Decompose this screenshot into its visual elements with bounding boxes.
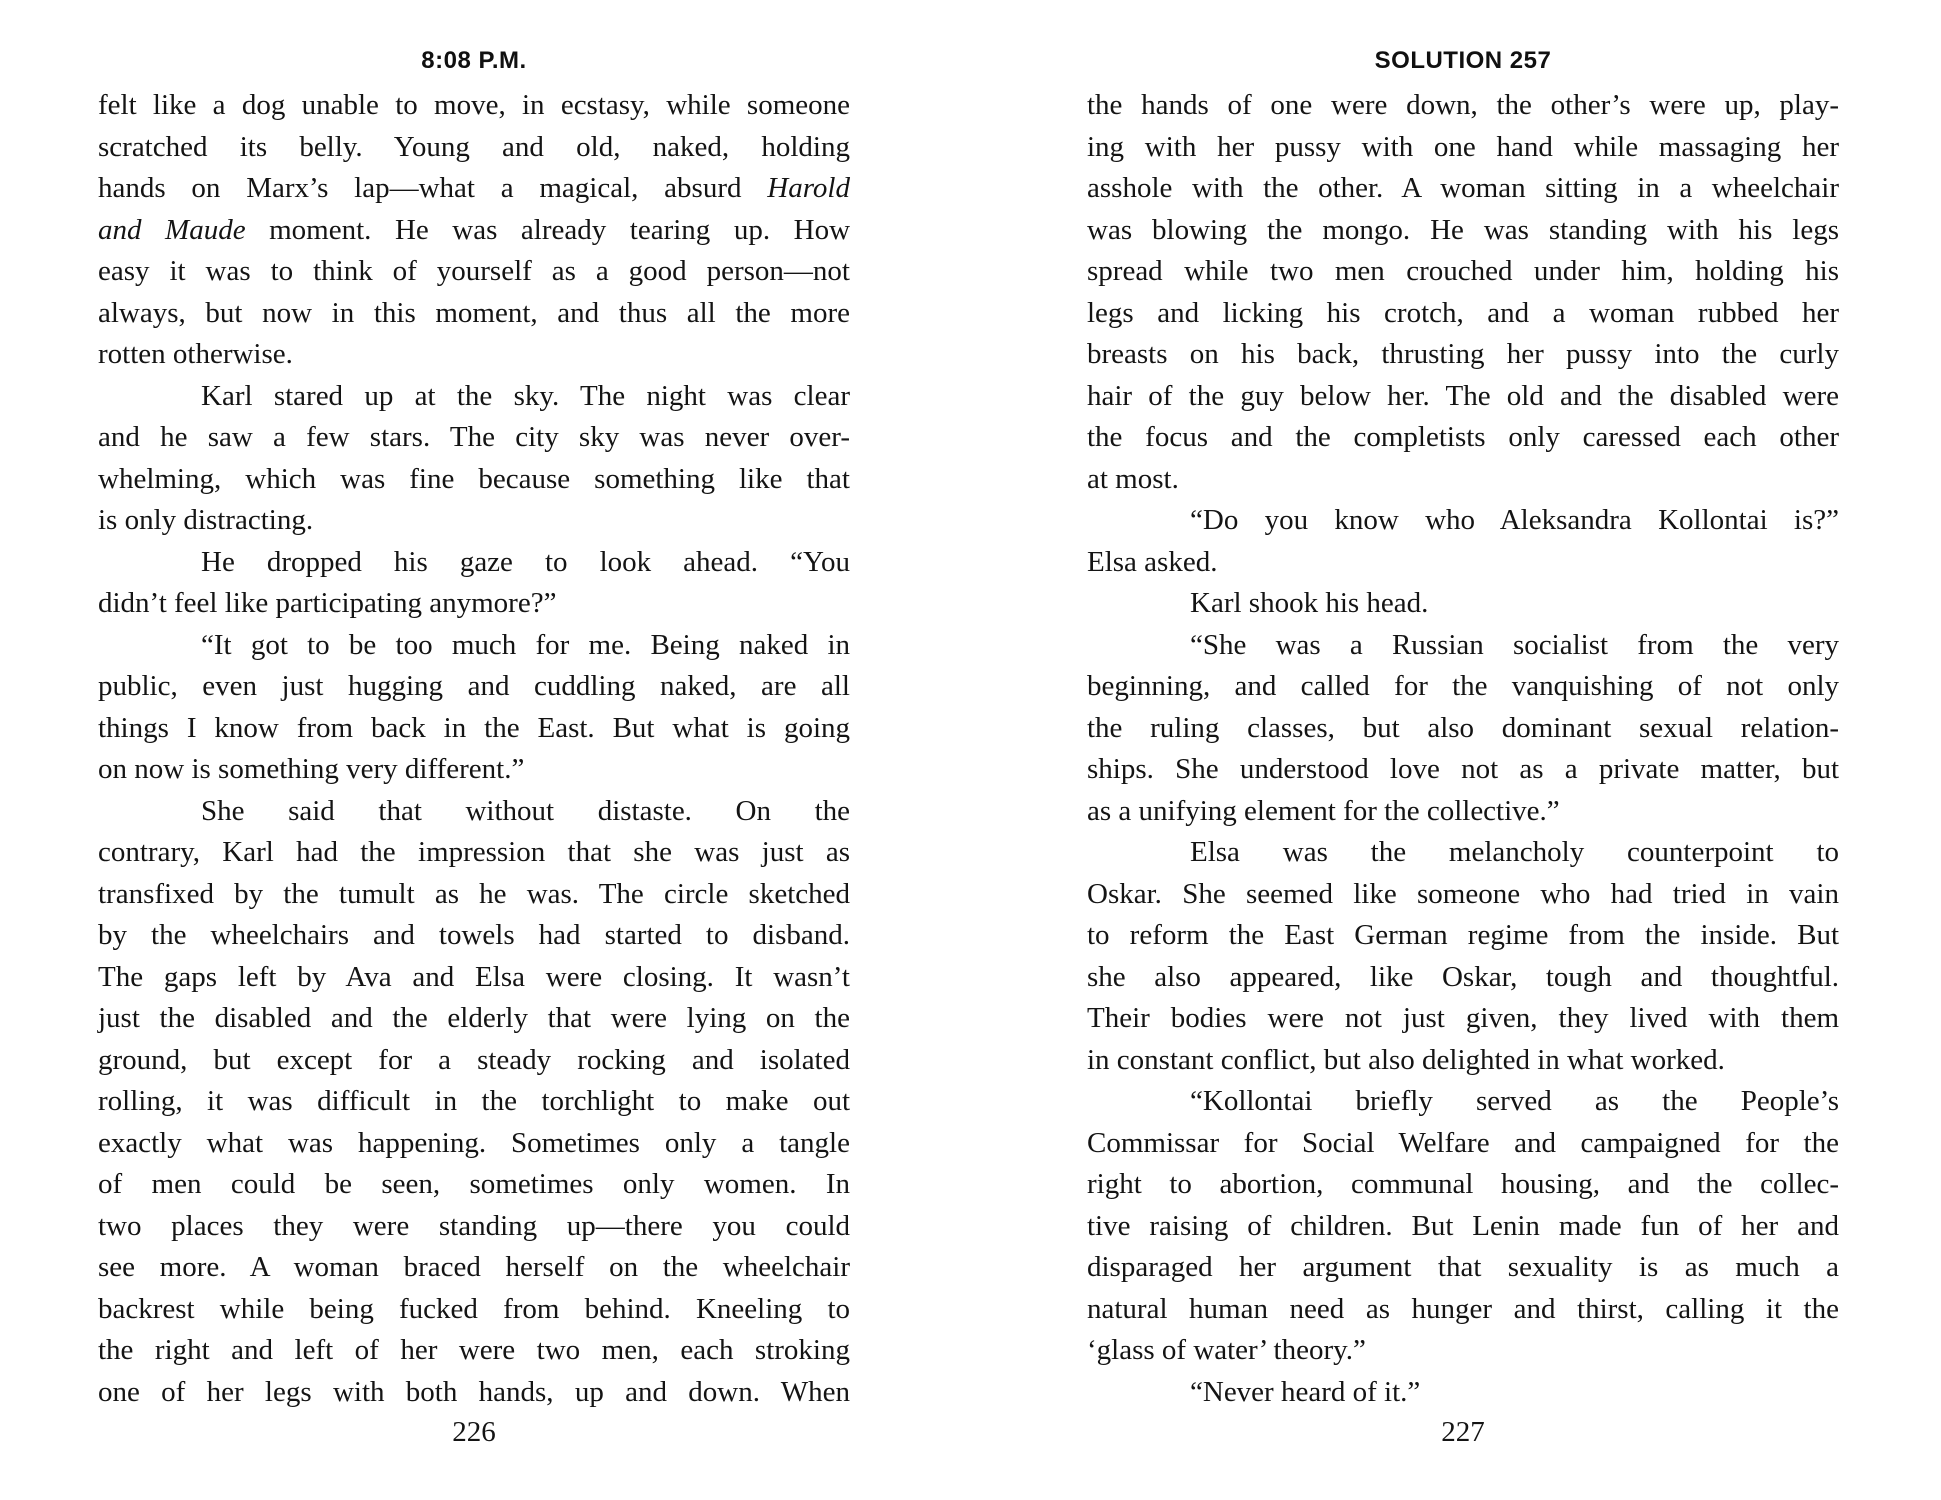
text-line: didn’t feel like participating anymore?” (98, 587, 557, 619)
text-line: right to abortion, communal housing, and the collec- (1087, 1168, 1839, 1200)
right-page-number: 227 (1441, 1416, 1485, 1448)
text-line: scratched its belly. Young and old, naked, holding (98, 130, 850, 163)
text-line: the focus and the completists only caressed each other (1087, 421, 1839, 453)
paragraph (1087, 625, 1839, 833)
text-line: ships. She understood love not as a private matter, but (1087, 753, 1839, 785)
text-line: breasts on his back, thrusting her pussy into the curly (1087, 338, 1839, 370)
text-line: rolling, it was difficult in the torchlight to make out (98, 1085, 850, 1117)
text-line: and he saw a few stars. The city sky was never over- (98, 421, 850, 453)
left-page-text (98, 85, 850, 1413)
text-line: natural human need as hunger and thirst, calling it the (1087, 1292, 1839, 1325)
paragraph (98, 791, 850, 1414)
text-line: the hands of one were down, the other’s were up, play- (1087, 89, 1839, 121)
text-line: the ruling classes, but also dominant sexual relation- (1087, 711, 1839, 744)
text-line: in constant conflict, but also delighted in what worked. (1087, 1043, 1725, 1076)
paragraph (98, 542, 850, 625)
text-line: and Maude moment. He was already tearing up. How (98, 213, 851, 246)
page-right (1087, 0, 1839, 1500)
text-line: Their bodies were not just given, they lived with them (1087, 1002, 1839, 1034)
right-running-head: SOLUTION 257 (1374, 47, 1552, 74)
text-line: as a unifying element for the collective.” (1087, 794, 1560, 827)
text-line: spread while two men crouched under him, holding his (1087, 255, 1839, 287)
text-line: backrest while being fucked from behind. Kneeling to (98, 1292, 850, 1325)
text-line: Karl stared up at the sky. The night was clear (201, 379, 850, 412)
text-line: He dropped his gaze to look ahead. “You (201, 545, 850, 578)
paragraph (1087, 583, 1839, 625)
text-line: ‘glass of water’ theory.” (1087, 1334, 1366, 1366)
text-line: on now is something very different.” (98, 753, 525, 785)
text-line: “Kollontai briefly served as the People’s (1190, 1085, 1839, 1117)
text-line: rotten otherwise. (98, 338, 293, 370)
left-page-number: 226 (452, 1416, 496, 1448)
paragraph (1087, 500, 1839, 583)
text-line: felt like a dog unable to move, in ecstasy, while someone (98, 89, 850, 121)
paragraph (1087, 1081, 1839, 1372)
text-line: just the disabled and the elderly that were lying on the (98, 1002, 850, 1034)
page-left (98, 0, 850, 1500)
text-line: Elsa was the melancholy counterpoint to (1190, 836, 1839, 868)
text-line: two places they were standing up—there you could (98, 1209, 850, 1242)
text-line: Karl shook his head. (1190, 587, 1429, 619)
paragraph (1087, 832, 1839, 1081)
text-line: easy it was to think of yourself as a good person—not (98, 255, 850, 287)
text-line: asshole with the other. A woman sitting in a wheelchair (1087, 172, 1839, 204)
text-line: whelming, which was fine because something like that (98, 462, 850, 495)
paragraph (98, 85, 850, 376)
text-line: of men could be seen, sometimes only women. In (98, 1168, 850, 1200)
text-line: one of her legs with both hands, up and down. When (98, 1375, 850, 1408)
text-line: Commissar for Social Welfare and campaigned for the (1087, 1126, 1839, 1159)
paragraph (98, 376, 850, 542)
text-line: hands on Marx’s lap—what a magical, absurd Harold (98, 172, 850, 204)
paragraph (98, 625, 850, 791)
text-line: beginning, and called for the vanquishing of not only (1087, 670, 1839, 702)
left-running-head: 8:08 P.M. (421, 47, 527, 74)
text-line: ing with her pussy with one hand while massaging her (1087, 130, 1839, 163)
text-line: things I know from back in the East. But what is going (98, 711, 850, 744)
right-page-text (1087, 85, 1839, 1413)
text-line: ground, but except for a steady rocking and isolated (98, 1043, 850, 1076)
text-line: she also appeared, like Oskar, tough and thoughtful. (1087, 960, 1839, 993)
text-line: Oskar. She seemed like someone who had tried in vain (1087, 877, 1839, 910)
text-line: contrary, Karl had the impression that she was just as (98, 836, 850, 868)
text-line: to reform the East German regime from the inside. But (1087, 919, 1839, 951)
text-line: the right and left of her were two men, each stroking (98, 1334, 850, 1366)
text-line: tive raising of children. But Lenin made fun of her and (1087, 1209, 1839, 1242)
text-line: “Do you know who Aleksandra Kollontai is?” (1190, 504, 1839, 536)
text-line: public, even just hugging and cuddling naked, are all (98, 670, 850, 702)
text-line: always, but now in this moment, and thus all the more (98, 296, 850, 329)
text-line: The gaps left by Ava and Elsa were closing. It wasn’t (98, 960, 850, 993)
paragraph (1087, 1372, 1839, 1414)
text-line: disparaged her argument that sexuality is as much a (1087, 1251, 1839, 1283)
text-line: see more. A woman braced herself on the wheelchair (98, 1251, 850, 1283)
text-line: “Never heard of it.” (1190, 1375, 1421, 1408)
text-line: transfixed by the tumult as he was. The circle sketched (98, 877, 850, 910)
text-line: “It got to be too much for me. Being naked in (201, 628, 850, 661)
text-line: exactly what was happening. Sometimes only a tangle (98, 1126, 850, 1159)
text-line: Elsa asked. (1087, 545, 1218, 578)
text-line: She said that without distaste. On the (201, 794, 850, 827)
text-line: is only distracting. (98, 504, 314, 536)
text-line: hair of the guy below her. The old and the disabled were (1087, 379, 1839, 412)
paragraph (1087, 85, 1839, 500)
text-line: was blowing the mongo. He was standing with his legs (1087, 213, 1839, 246)
text-line: legs and licking his crotch, and a woman rubbed her (1087, 296, 1839, 329)
text-line: “She was a Russian socialist from the very (1190, 628, 1839, 661)
text-line: at most. (1087, 462, 1179, 495)
text-line: by the wheelchairs and towels had started to disband. (98, 919, 850, 951)
